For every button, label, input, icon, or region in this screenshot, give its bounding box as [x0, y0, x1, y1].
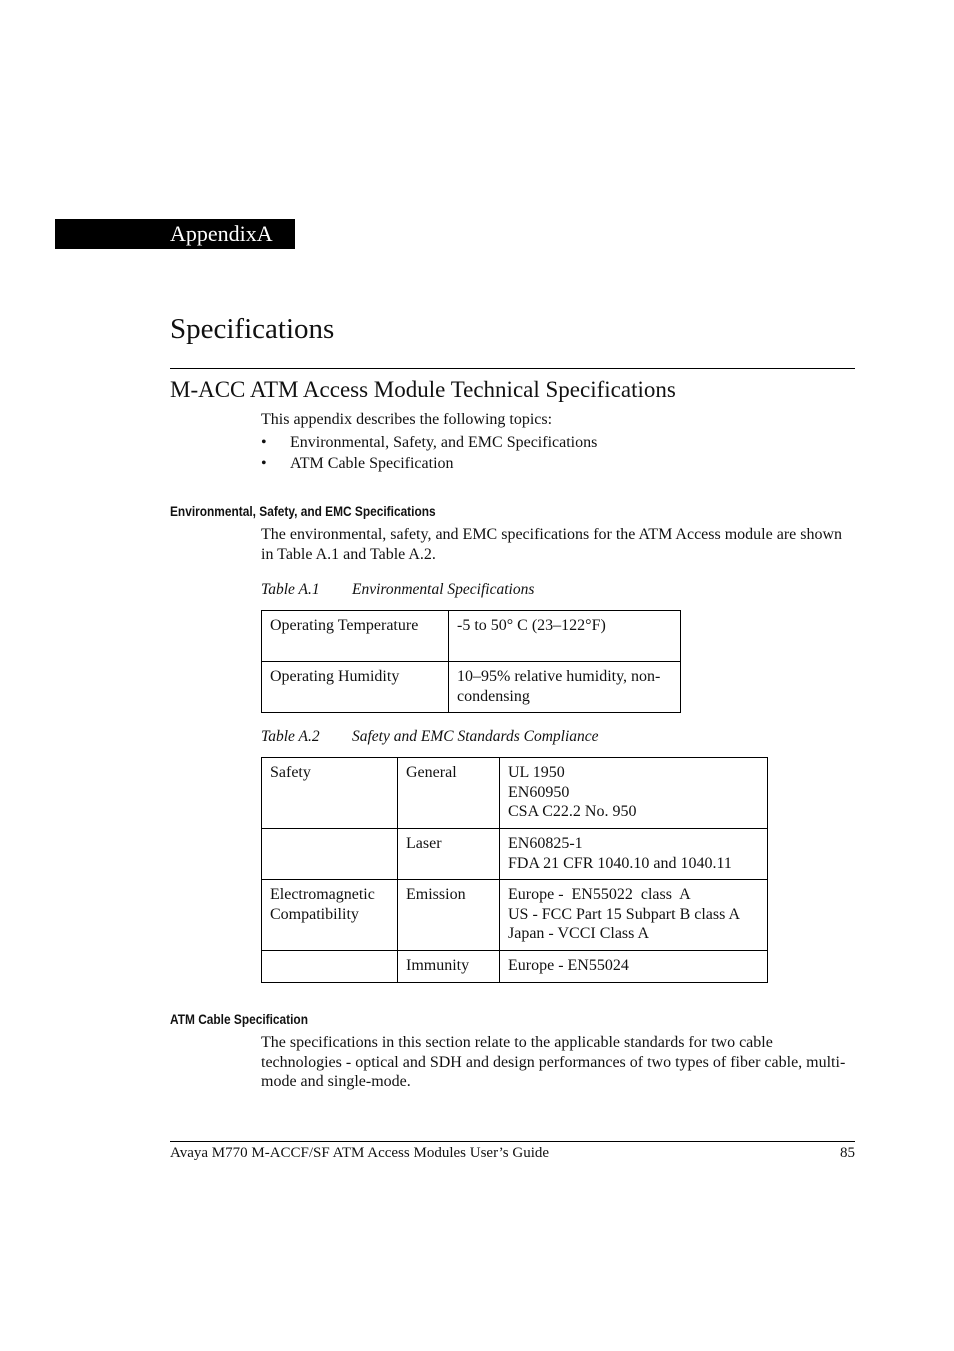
table-row [262, 829, 768, 880]
table-a2-caption-number: Table A.2 [261, 728, 320, 745]
standard-line: FDA 21 CFR 1040.10 and 1040.11 [508, 854, 732, 872]
intro-text: This appendix describes the following topics: [261, 411, 553, 428]
table-cell [500, 758, 768, 829]
table-a1-caption-number: Table A.1 [261, 581, 320, 598]
topic-item [261, 432, 597, 453]
table-cell: Laser [398, 829, 500, 880]
appendix-header-bar [55, 219, 295, 249]
footer-guide-title: Avaya M770 M-ACCF/SF ATM Access Modules User’s Guide [170, 1145, 550, 1161]
table-cell: Electromagnetic Compatibility [262, 880, 398, 951]
table-cell [262, 951, 398, 983]
footer-page-number: 85 [840, 1145, 855, 1161]
table-cell [500, 829, 768, 880]
environmental-specs-table [261, 610, 681, 713]
table-a2-caption-title: Safety and EMC Standards Compliance [352, 728, 599, 745]
standard-line: Europe - EN55022 class A [508, 886, 691, 903]
table-cell: General [398, 758, 500, 829]
table-cell: Emission [398, 880, 500, 951]
table-a1-caption [261, 580, 534, 600]
title-divider [170, 368, 855, 369]
topics-list [261, 432, 597, 474]
table-row [262, 758, 768, 829]
standard-line: CSA C22.2 No. 950 [508, 803, 637, 820]
table-cell: Operating Humidity [262, 662, 449, 713]
table-cell [262, 829, 398, 880]
standard-line: Europe - EN55024 [508, 957, 629, 974]
table-cell: -5 to 50° C (23–122°F) [449, 611, 681, 662]
standard-line: Japan - VCCI Class A [508, 925, 650, 942]
bullet-icon: • [261, 434, 267, 451]
topic-label: Environmental, Safety, and EMC Specifications [290, 434, 598, 451]
topic-item [261, 453, 597, 474]
cable-section-heading: ATM Cable Specification [170, 1011, 308, 1027]
page-title: Specifications [170, 313, 335, 345]
table-cell: Immunity [398, 951, 500, 983]
table-cell [500, 880, 768, 951]
cable-section-paragraph: The specifications in this section relate to the applicable standards for two cable technologies - optical and SDH and design performances of two types of fiber cable, multi-mode and single-mode. [261, 1034, 846, 1090]
standard-line: EN60825-1 [508, 835, 583, 852]
standard-line: UL 1950 [508, 764, 565, 781]
topic-label: ATM Cable Specification [290, 455, 454, 472]
standard-line: US - FCC Part 15 Subpart B class A [508, 905, 741, 923]
env-section-paragraph: The environmental, safety, and EMC specifications for the ATM Access module are shown in Table A.1 and Table A.2. [261, 526, 843, 563]
table-row [262, 951, 768, 983]
standard-line: EN60950 [508, 783, 570, 801]
table-row [262, 880, 768, 951]
table-cell: Operating Temperature [262, 611, 449, 662]
table-cell [500, 951, 768, 983]
safety-emc-table [261, 757, 768, 983]
appendix-label: AppendixA [170, 221, 273, 246]
table-a1-caption-title: Environmental Specifications [352, 581, 535, 598]
footer-divider [170, 1141, 855, 1142]
table-cell: 10–95% relative humidity, non-condensing [449, 662, 681, 713]
env-section-heading: Environmental, Safety, and EMC Specifications [170, 503, 436, 519]
table-cell: Safety [262, 758, 398, 829]
table-row [262, 611, 681, 662]
section-title: M-ACC ATM Access Module Technical Specifications [170, 377, 676, 402]
bullet-icon: • [261, 455, 267, 472]
table-row [262, 662, 681, 713]
table-a2-caption [261, 727, 599, 747]
